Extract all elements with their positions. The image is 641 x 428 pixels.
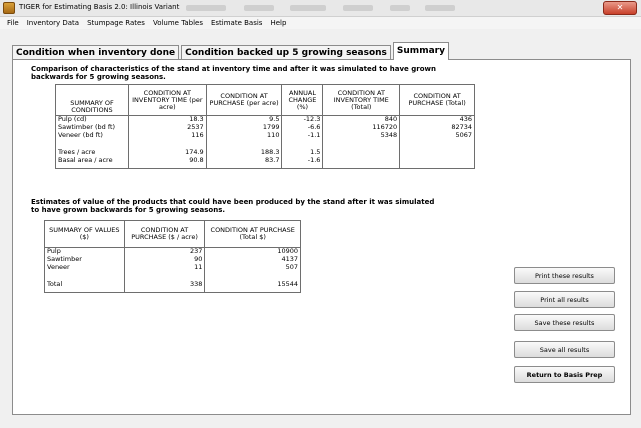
tab-strip xyxy=(12,42,451,60)
menu-estimate-basis[interactable]: Estimate Basis xyxy=(210,19,263,27)
title-bar-glare xyxy=(290,5,326,11)
table-cell xyxy=(323,157,400,169)
table-cell: 188.3 xyxy=(206,149,282,157)
menu-bar xyxy=(0,17,641,29)
table-cell: -1.1 xyxy=(282,132,323,140)
close-window-button[interactable]: ✕ xyxy=(603,1,637,15)
row-label: Sawtimber (bd ft) xyxy=(56,124,129,132)
table-cell: 338 xyxy=(124,281,205,293)
row-label: Veneer (bd ft) xyxy=(56,132,129,140)
row-label: Total xyxy=(45,281,125,293)
column-header: SUMMARY OF CONDITIONS xyxy=(56,85,129,116)
print-these-results-button[interactable]: Print these results xyxy=(514,267,615,284)
tab-condition-inventory[interactable]: Condition when inventory done xyxy=(12,45,179,60)
values-header-row xyxy=(45,221,301,248)
table-cell: 9.5 xyxy=(206,116,282,124)
values-table xyxy=(44,220,301,293)
table-cell: 116720 xyxy=(323,124,400,132)
menu-help[interactable]: Help xyxy=(270,19,287,27)
table-cell xyxy=(323,140,400,149)
menu-inventory-data[interactable]: Inventory Data xyxy=(26,19,80,27)
table-cell xyxy=(400,140,475,149)
row-label: Pulp (cd) xyxy=(56,116,129,124)
title-bar-glare xyxy=(244,5,274,11)
table-cell: 2537 xyxy=(128,124,206,132)
table-cell: 5067 xyxy=(400,132,475,140)
table-cell: 237 xyxy=(124,248,205,256)
column-header: CONDITION AT PURCHASE (Total $) xyxy=(205,221,301,248)
table-cell: 10900 xyxy=(205,248,301,256)
table-cell: 18.3 xyxy=(128,116,206,124)
window-title: TIGER for Estimating Basis 2.0: Illinois Variant xyxy=(19,3,180,11)
table-row xyxy=(45,256,301,264)
column-header: CONDITION AT INVENTORY TIME (per acre) xyxy=(128,85,206,116)
print-all-results-button[interactable]: Print all results xyxy=(514,291,615,308)
table-row-spacer xyxy=(45,272,301,281)
table-cell: 5348 xyxy=(323,132,400,140)
table-cell xyxy=(400,157,475,169)
table-cell: 436 xyxy=(400,116,475,124)
table-cell: 116 xyxy=(128,132,206,140)
tab-summary[interactable]: Summary xyxy=(393,42,449,60)
column-header: CONDITION AT PURCHASE (Total) xyxy=(400,85,475,116)
row-label: Pulp xyxy=(45,248,125,256)
table-cell: 90.8 xyxy=(128,157,206,169)
comparison-table xyxy=(55,84,475,169)
column-header: CONDITION AT PURCHASE ($ / acre) xyxy=(124,221,205,248)
table-row xyxy=(56,132,475,140)
table-cell: 83.7 xyxy=(206,157,282,169)
tab-condition-backed-up[interactable]: Condition backed up 5 growing seasons xyxy=(181,45,391,60)
return-to-basis-prep-button[interactable]: Return to Basis Prep xyxy=(514,366,615,383)
column-header: SUMMARY OF VALUES ($) xyxy=(45,221,125,248)
menu-file[interactable]: File xyxy=(7,19,19,27)
save-all-results-button[interactable]: Save all results xyxy=(514,341,615,358)
comparison-header-row xyxy=(56,85,475,116)
menu-volume-tables[interactable]: Volume Tables xyxy=(152,19,203,27)
table-cell: 90 xyxy=(124,256,205,264)
table-cell: 11 xyxy=(124,264,205,272)
table-row xyxy=(45,264,301,272)
table-cell: 1.5 xyxy=(282,149,323,157)
title-bar-glare xyxy=(425,5,455,11)
table-cell: -12.3 xyxy=(282,116,323,124)
table-cell: 174.9 xyxy=(128,149,206,157)
column-header: CONDITION AT PURCHASE (per acre) xyxy=(206,85,282,116)
summary-panel xyxy=(12,59,631,415)
table-cell: 840 xyxy=(323,116,400,124)
table-row xyxy=(56,157,475,169)
table-cell: 1799 xyxy=(206,124,282,132)
table-cell xyxy=(323,149,400,157)
title-bar-glare xyxy=(186,5,226,11)
table-cell xyxy=(400,149,475,157)
row-label: Sawtimber xyxy=(45,256,125,264)
row-label: Veneer xyxy=(45,264,125,272)
table-cell: 4137 xyxy=(205,256,301,264)
table-row xyxy=(45,281,301,293)
title-bar xyxy=(0,0,641,17)
table-row xyxy=(45,248,301,256)
column-header: ANNUAL CHANGE (%) xyxy=(282,85,323,116)
title-bar-glare xyxy=(343,5,373,11)
table-cell: 110 xyxy=(206,132,282,140)
table-cell: -1.6 xyxy=(282,157,323,169)
table-cell: 507 xyxy=(205,264,301,272)
comparison-caption: Comparison of characteristics of the stand at inventory time and after it was simulated to have grown backwards for 5 growing seasons. xyxy=(31,65,436,81)
column-header: CONDITION AT INVENTORY TIME (Total) xyxy=(323,85,400,116)
menu-stumpage-rates[interactable]: Stumpage Rates xyxy=(87,19,145,27)
app-tiger-icon xyxy=(3,2,15,14)
row-label: Basal area / acre xyxy=(56,157,129,169)
table-row xyxy=(56,124,475,132)
title-bar-glare xyxy=(390,5,410,11)
table-cell: 82734 xyxy=(400,124,475,132)
table-cell: -6.6 xyxy=(282,124,323,132)
values-caption: Estimates of value of the products that could have been produced by the stand after it was simulated to have grown backwards for 5 growing seasons. xyxy=(31,198,435,214)
row-label: Trees / acre xyxy=(56,149,129,157)
table-cell: 15544 xyxy=(205,281,301,293)
save-these-results-button[interactable]: Save these results xyxy=(514,314,615,331)
